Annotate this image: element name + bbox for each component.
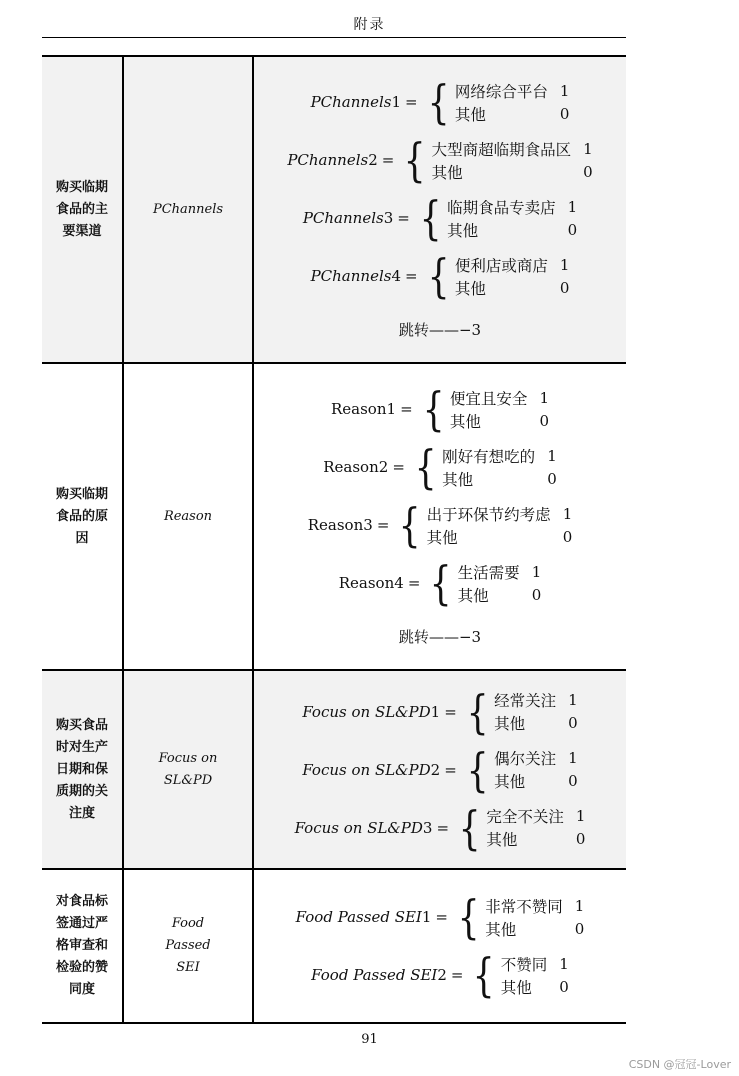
case-value: 0 bbox=[547, 469, 557, 488]
case-text: 便宜且安全 bbox=[449, 389, 528, 408]
case-text: 其他 bbox=[454, 279, 486, 298]
case-value: 0 bbox=[531, 585, 542, 604]
watermark: CSDN @冠冠-Lover bbox=[628, 1058, 731, 1071]
left-brace-icon: { bbox=[473, 948, 496, 1002]
row-label: 对食品标 签通过严 格审查和 检验的赞 同度 bbox=[55, 894, 108, 997]
jump-tail: ——−3 bbox=[428, 628, 482, 646]
jump-instruction bbox=[399, 319, 481, 340]
equation-index: 4 bbox=[391, 267, 401, 285]
equation-lhs: PChannels bbox=[310, 93, 392, 111]
variable-cell bbox=[123, 670, 253, 869]
case-value: 0 bbox=[568, 772, 578, 790]
variable-coding-table bbox=[42, 55, 626, 1024]
equation: PChannels4 = { 便利店或商店 1 其他 0 bbox=[310, 249, 570, 303]
page-number: 91 bbox=[361, 1032, 378, 1047]
case-value: 1 bbox=[575, 807, 586, 825]
table-row bbox=[42, 670, 626, 869]
equation-lhs: PChannels bbox=[310, 267, 392, 285]
case-value: 0 bbox=[567, 220, 578, 239]
equation-index: 1 bbox=[386, 400, 397, 418]
left-brace-icon: { bbox=[427, 75, 450, 129]
equation: Reason4 = { 生活需要 1 其他 0 bbox=[338, 556, 542, 610]
case-text: 其他 bbox=[486, 831, 518, 849]
equation-lhs: Reason bbox=[331, 400, 387, 418]
equation-index: 2 bbox=[430, 760, 441, 779]
variable-name: Reason bbox=[163, 508, 213, 524]
equation: Reason3 = { 出于环保节约考虑 1 其他 0 bbox=[307, 498, 573, 552]
case-text: 便利店或商店 bbox=[454, 256, 548, 275]
left-brace-icon: { bbox=[399, 498, 422, 552]
equation: Reason1 = { 便宜且安全 1 其他 0 bbox=[331, 382, 549, 436]
case-text: 其他 bbox=[500, 978, 532, 997]
case-value: 0 bbox=[583, 162, 593, 181]
row-label: 购买临期 食品的主 要渠道 bbox=[55, 179, 108, 239]
left-brace-icon: { bbox=[466, 684, 489, 739]
variable-cell bbox=[123, 363, 253, 670]
case-value: 1 bbox=[559, 954, 569, 973]
equation-lhs: Reason bbox=[338, 574, 395, 592]
equation-index: 3 bbox=[422, 818, 433, 837]
definition-cell bbox=[253, 363, 626, 670]
left-brace-icon: { bbox=[458, 800, 481, 855]
label-cell bbox=[42, 56, 123, 363]
equation-index: 2 bbox=[368, 151, 378, 169]
case-value: 1 bbox=[583, 139, 593, 158]
case-text: 不赞同 bbox=[500, 955, 548, 974]
case-value: 0 bbox=[575, 830, 586, 848]
equation-lhs: Focus on SL&PD bbox=[302, 760, 431, 779]
table-row bbox=[42, 56, 626, 363]
equation: PChannels1 = { 网络综合平台 1 其他 0 bbox=[310, 75, 570, 129]
variable-name: PChannels bbox=[152, 201, 224, 217]
equation: PChannels3 = { 临期食品专卖店 1 其他 0 bbox=[302, 191, 578, 245]
row-label: 购买食品 时对生产 日期和保 质期的关 注度 bbox=[55, 717, 108, 821]
equation-lhs: PChannels bbox=[302, 209, 384, 227]
case-value: 0 bbox=[559, 278, 570, 297]
equation-index: 1 bbox=[391, 93, 401, 111]
case-text: 经常关注 bbox=[494, 692, 557, 710]
case-text: 生活需要 bbox=[457, 563, 520, 582]
row-label: 购买临期 食品的原 因 bbox=[55, 486, 108, 546]
header-rule bbox=[42, 37, 626, 38]
equation-index: 3 bbox=[363, 516, 373, 534]
case-text: 非常不赞同 bbox=[485, 897, 563, 916]
equation: Focus on SL&PD3 = { 完全不关注 1 其他 0 bbox=[294, 800, 586, 855]
left-brace-icon: { bbox=[427, 249, 450, 303]
case-value: 1 bbox=[539, 388, 549, 407]
equation: Food Passed SEI2 = { 不赞同 1 其他 0 bbox=[311, 948, 569, 1002]
page-header-title: 附录 bbox=[353, 17, 386, 33]
equation: PChannels2 = { 大型商超临期食品区 1 其他 0 bbox=[287, 133, 593, 187]
equation: Focus on SL&PD1 = { 经常关注 1 其他 0 bbox=[302, 684, 578, 739]
case-text: 其他 bbox=[431, 163, 463, 182]
equation: Reason2 = { 刚好有想吃的 1 其他 0 bbox=[323, 440, 557, 494]
case-text: 偶尔关注 bbox=[494, 750, 557, 768]
case-text: 出于环保节约考虑 bbox=[426, 505, 551, 524]
case-text: 临期食品专卖店 bbox=[447, 198, 556, 217]
left-brace-icon: { bbox=[403, 133, 426, 187]
case-text: 其他 bbox=[454, 105, 486, 124]
case-value: 0 bbox=[559, 104, 570, 123]
case-value: 0 bbox=[539, 411, 549, 430]
equation-index: 4 bbox=[394, 574, 404, 592]
case-text: 大型商超临期食品区 bbox=[431, 140, 572, 159]
equation-lhs: Focus on SL&PD bbox=[294, 818, 423, 837]
jump-text: 跳转 bbox=[398, 321, 429, 339]
case-value: 1 bbox=[531, 562, 542, 581]
case-text: 完全不关注 bbox=[486, 808, 564, 826]
definition-cell bbox=[253, 670, 626, 869]
equation: Food Passed SEI1 = { 非常不赞同 1 其他 0 bbox=[295, 890, 585, 944]
case-text: 其他 bbox=[426, 528, 458, 547]
case-text: 其他 bbox=[449, 412, 481, 431]
equation-lhs: Reason bbox=[323, 458, 379, 476]
equation-index: 2 bbox=[437, 966, 447, 984]
case-text: 其他 bbox=[447, 221, 479, 240]
case-value: 1 bbox=[567, 197, 578, 216]
equation-lhs: Focus on SL&PD bbox=[302, 702, 431, 721]
case-value: 1 bbox=[547, 446, 557, 465]
equation-index: 3 bbox=[383, 209, 394, 227]
equation-lhs: Food Passed SEI bbox=[311, 966, 438, 984]
equation-lhs: Food Passed SEI bbox=[295, 908, 422, 926]
case-value: 1 bbox=[574, 896, 585, 915]
table-row bbox=[42, 869, 626, 1023]
case-value: 0 bbox=[574, 919, 585, 938]
case-text: 其他 bbox=[494, 715, 526, 733]
table-row bbox=[42, 363, 626, 670]
case-value: 1 bbox=[568, 691, 578, 709]
left-brace-icon: { bbox=[457, 890, 480, 944]
left-brace-icon: { bbox=[422, 382, 445, 436]
jump-tail: ——−3 bbox=[428, 321, 482, 339]
label-cell bbox=[42, 670, 123, 869]
variable-name: Focus on SL&PD bbox=[158, 750, 218, 788]
case-text: 网络综合平台 bbox=[454, 82, 548, 101]
case-value: 0 bbox=[559, 977, 569, 996]
case-value: 1 bbox=[559, 81, 570, 100]
label-cell bbox=[42, 869, 123, 1023]
case-text: 刚好有想吃的 bbox=[442, 447, 536, 466]
left-brace-icon: { bbox=[430, 556, 453, 610]
equation: Focus on SL&PD2 = { 偶尔关注 1 其他 0 bbox=[302, 742, 578, 797]
case-value: 1 bbox=[559, 255, 570, 274]
case-text: 其他 bbox=[457, 586, 489, 605]
case-value: 1 bbox=[562, 504, 573, 523]
left-brace-icon: { bbox=[414, 440, 437, 494]
equation-lhs: PChannels bbox=[287, 151, 369, 169]
case-value: 0 bbox=[568, 714, 578, 732]
equation-index: 1 bbox=[421, 908, 432, 926]
left-brace-icon: { bbox=[419, 191, 442, 245]
jump-instruction bbox=[399, 626, 481, 647]
variable-cell bbox=[123, 56, 253, 363]
case-text: 其他 bbox=[485, 920, 517, 939]
case-value: 0 bbox=[562, 527, 573, 546]
equation-index: 2 bbox=[378, 458, 389, 476]
equation-lhs: Reason bbox=[307, 516, 364, 534]
case-text: 其他 bbox=[494, 773, 526, 791]
case-value: 1 bbox=[568, 749, 578, 767]
variable-cell bbox=[123, 869, 253, 1023]
variable-name: Food Passed SEI bbox=[165, 916, 211, 975]
label-cell bbox=[42, 363, 123, 670]
case-text: 其他 bbox=[442, 470, 474, 489]
definition-cell bbox=[253, 56, 626, 363]
jump-text: 跳转 bbox=[398, 628, 429, 646]
definition-cell bbox=[253, 869, 626, 1023]
left-brace-icon: { bbox=[466, 742, 489, 797]
equation-index: 1 bbox=[430, 702, 441, 721]
